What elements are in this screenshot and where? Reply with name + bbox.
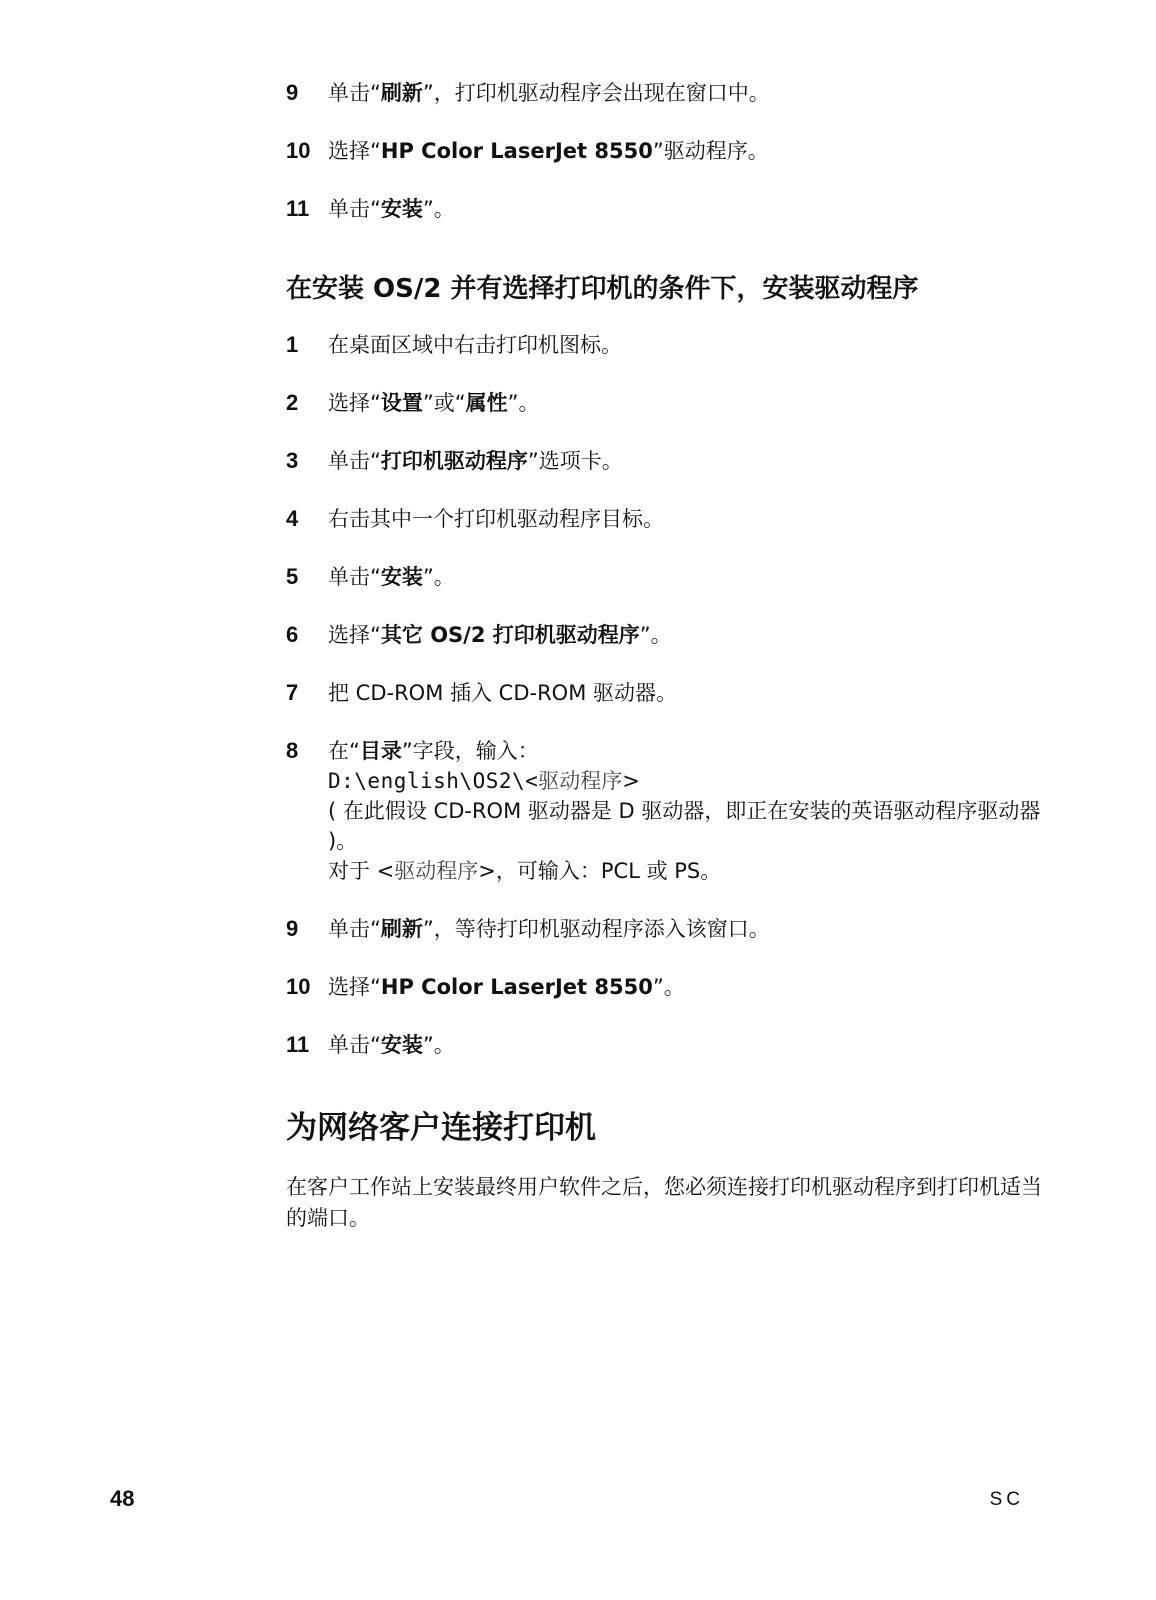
ui-term: 设置 bbox=[380, 391, 423, 415]
step-item: 5 单击“安装”。 bbox=[286, 562, 1046, 592]
step-number: 10 bbox=[286, 138, 311, 163]
step-note: ( 在此假设 CD-ROM 驱动器是 D 驱动器，即正在安装的英语驱动程序驱动器 )。 bbox=[328, 799, 1041, 853]
path-variable: 驱动程序 bbox=[538, 769, 623, 793]
section-paragraph: 在客户工作站上安装最终用户软件之后，您必须连接打印机驱动程序到打印机适当的端口。 bbox=[286, 1175, 1042, 1230]
ui-term: 属性 bbox=[465, 391, 508, 415]
ui-term: 打印机驱动程序 bbox=[380, 449, 528, 473]
step-item: 11 单击“安装”。 bbox=[286, 1030, 1046, 1060]
step-item: 10 选择“HP Color LaserJet 8550”驱动程序。 bbox=[286, 136, 1046, 166]
language-code: SC bbox=[989, 1489, 1024, 1510]
ui-term: 刷新 bbox=[380, 81, 423, 105]
step-item: 6 选择“其它 OS/2 打印机驱动程序”。 bbox=[286, 620, 1046, 650]
step-number: 11 bbox=[286, 1032, 310, 1057]
step-item: 2 选择“设置”或“属性”。 bbox=[286, 388, 1046, 418]
step-number: 7 bbox=[286, 680, 299, 705]
content-column bbox=[286, 78, 1046, 1234]
ui-term: 刷新 bbox=[380, 917, 423, 941]
step-number: 10 bbox=[286, 974, 311, 999]
step-number: 8 bbox=[286, 738, 299, 763]
ui-term: 安装 bbox=[380, 1033, 423, 1057]
step-number: 11 bbox=[286, 196, 310, 221]
step-item: 10 选择“HP Color LaserJet 8550”。 bbox=[286, 972, 1046, 1002]
step-number: 1 bbox=[286, 332, 299, 357]
step-number: 5 bbox=[286, 564, 299, 589]
section-title: 为网络客户连接打印机 bbox=[286, 1110, 596, 1146]
subheading: 在安装 OS/2 并有选择打印机的条件下，安装驱动程序 bbox=[286, 274, 919, 304]
step-item: 1 在桌面区域中右击打印机图标。 bbox=[286, 330, 1046, 360]
ui-term: 其它 OS/2 打印机驱动程序 bbox=[380, 623, 640, 647]
step-number: 3 bbox=[286, 448, 299, 473]
step-item: 11 单击“安装”。 bbox=[286, 194, 1046, 224]
ui-term: 目录 bbox=[359, 739, 402, 763]
step-item: 9 单击“刷新”，等待打印机驱动程序添入该窗口。 bbox=[286, 914, 1046, 944]
ui-term: 安装 bbox=[380, 197, 423, 221]
step-item: 7 把 CD-ROM 插入 CD-ROM 驱动器。 bbox=[286, 678, 1046, 708]
step-number: 4 bbox=[286, 506, 299, 531]
step-number: 2 bbox=[286, 390, 299, 415]
step-item: 9 单击“刷新”，打印机驱动程序会出现在窗口中。 bbox=[286, 78, 1046, 108]
directory-path: D:\english\OS2\<驱动程序> bbox=[328, 769, 640, 793]
ui-term: HP Color LaserJet 8550 bbox=[380, 139, 653, 163]
step-number: 6 bbox=[286, 622, 299, 647]
step-line: 在“目录”字段，输入： bbox=[328, 739, 539, 763]
ui-term: 安装 bbox=[380, 565, 423, 589]
step-line: 对于 <驱动程序>，可输入：PCL 或 PS。 bbox=[328, 859, 722, 883]
step-item: 4 右击其中一个打印机驱动程序目标。 bbox=[286, 504, 1046, 534]
path-variable: 驱动程序 bbox=[394, 859, 479, 883]
step-item: 3 单击“打印机驱动程序”选项卡。 bbox=[286, 446, 1046, 476]
page-number: 48 bbox=[110, 1486, 135, 1511]
ui-term: HP Color LaserJet 8550 bbox=[380, 975, 653, 999]
step-item bbox=[286, 736, 1046, 886]
step-number: 9 bbox=[286, 80, 299, 105]
step-number: 9 bbox=[286, 916, 299, 941]
